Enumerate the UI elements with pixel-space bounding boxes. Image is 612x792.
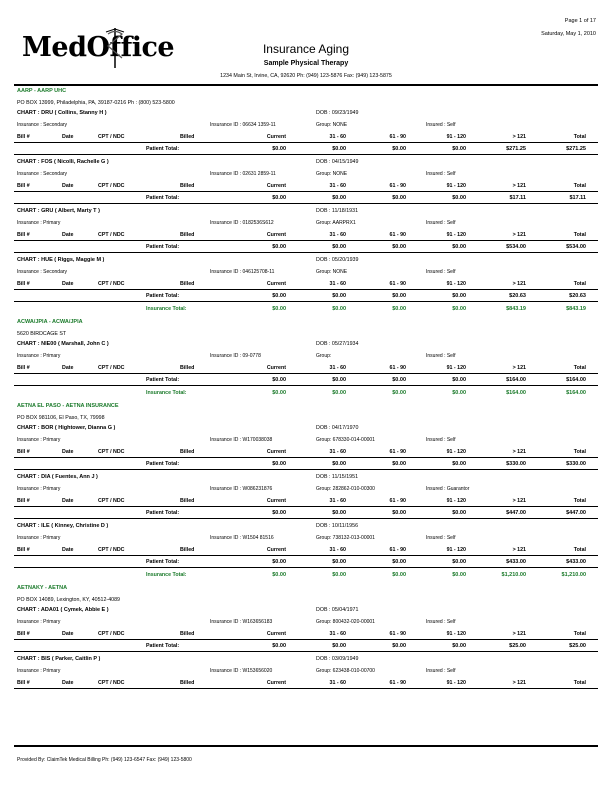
col-b121: > 121 — [512, 281, 526, 287]
col-date: Date — [62, 365, 74, 371]
insurance-total-total: $1,210.00 — [561, 572, 586, 578]
col-current: Current — [266, 449, 286, 455]
insured-relation: Insured : Self — [426, 535, 456, 541]
col-b121: > 121 — [512, 183, 526, 189]
col-b61: 61 - 90 — [389, 547, 406, 553]
patient-total-b121: $271.25 — [506, 146, 526, 152]
insurance-type: Insurance : Primary — [17, 619, 61, 625]
patient-total-label: Patient Total: — [146, 244, 180, 250]
patient-chart: CHART : DRU ( Collins, Stanny H ) — [17, 110, 107, 116]
col-total: Total — [573, 365, 586, 371]
col-billed: Billed — [180, 232, 195, 238]
patient-total-b61: $0.00 — [392, 195, 406, 201]
col-b61: 61 - 90 — [389, 365, 406, 371]
patient-total-current: $0.00 — [272, 377, 286, 383]
col-cpt: CPT / NDC — [98, 449, 125, 455]
col-b91: 91 - 120 — [446, 680, 466, 686]
patient-total-b121: $447.00 — [506, 510, 526, 516]
col-b121: > 121 — [512, 134, 526, 140]
patient-total-b91: $0.00 — [452, 559, 466, 565]
patient-total-rule — [14, 469, 598, 470]
insured-relation: Insured : Guarantor — [426, 486, 470, 492]
insurance-total-b121: $1,210.00 — [501, 572, 526, 578]
group-number: Group: 800432-020-00001 — [316, 619, 375, 625]
patient-total-b31: $0.00 — [332, 146, 346, 152]
col-date: Date — [62, 281, 74, 287]
patient-chart: CHART : GRU ( Albert, Marty T ) — [17, 208, 100, 214]
group-number: Group: 738132-013-00001 — [316, 535, 375, 541]
insured-relation: Insured : Self — [426, 437, 456, 443]
patient-total-label: Patient Total: — [146, 377, 180, 383]
col-bill: Bill # — [17, 232, 30, 238]
patient-total-b91: $0.00 — [452, 377, 466, 383]
header-rule — [14, 84, 598, 86]
col-cpt: CPT / NDC — [98, 631, 125, 637]
patient-total-b31: $0.00 — [332, 461, 346, 467]
patient-total-b31: $0.00 — [332, 195, 346, 201]
column-header-rule — [14, 688, 598, 689]
page-number: Page 1 of 17 — [564, 18, 596, 24]
col-b31: 31 - 60 — [329, 547, 346, 553]
footer-rule — [14, 745, 598, 747]
patient-total-rule — [14, 203, 598, 204]
col-b121: > 121 — [512, 232, 526, 238]
col-cpt: CPT / NDC — [98, 680, 125, 686]
insurance-total-label: Insurance Total: — [146, 572, 187, 578]
patient-total-current: $0.00 — [272, 559, 286, 565]
col-date: Date — [62, 232, 74, 238]
col-bill: Bill # — [17, 281, 30, 287]
patient-total-b91: $0.00 — [452, 195, 466, 201]
patient-total-b121: $433.00 — [506, 559, 526, 565]
practice-name: Sample Physical Therapy — [263, 60, 349, 67]
insurance-id: Insurance ID : W086231876 — [210, 486, 273, 492]
patient-total-rule — [14, 301, 598, 302]
patient-total-current: $0.00 — [272, 146, 286, 152]
patient-total-current: $0.00 — [272, 510, 286, 516]
patient-total-total: $271.25 — [566, 146, 586, 152]
col-b31: 31 - 60 — [329, 631, 346, 637]
patient-total-b61: $0.00 — [392, 461, 406, 467]
insurance-total-current: $0.00 — [272, 572, 286, 578]
patient-total-b31: $0.00 — [332, 377, 346, 383]
patient-dob: DOB : 11/18/1931 — [316, 208, 359, 214]
patient-total-b121: $164.00 — [506, 377, 526, 383]
col-b121: > 121 — [512, 680, 526, 686]
col-b61: 61 - 90 — [389, 631, 406, 637]
insured-relation: Insured : Self — [426, 668, 456, 674]
column-header-rule — [14, 289, 598, 290]
patient-total-b61: $0.00 — [392, 146, 406, 152]
insurance-total-b31: $0.00 — [332, 390, 346, 396]
insurance-total-total: $164.00 — [566, 390, 586, 396]
patient-total-current: $0.00 — [272, 195, 286, 201]
col-b91: 91 - 120 — [446, 631, 466, 637]
patient-total-label: Patient Total: — [146, 643, 180, 649]
patient-total-rule — [14, 518, 598, 519]
col-b61: 61 - 90 — [389, 680, 406, 686]
patient-total-b121: $330.00 — [506, 461, 526, 467]
insurance-id: Insurance ID : 046125708-11 — [210, 269, 275, 275]
col-b31: 31 - 60 — [329, 134, 346, 140]
group-number: Group: 282862-010-00300 — [316, 486, 375, 492]
column-header-rule — [14, 639, 598, 640]
patient-chart: CHART : ADA01 ( Cymek, Abbie E ) — [17, 607, 109, 613]
group-number: Group: NONE — [316, 122, 348, 128]
col-current: Current — [266, 631, 286, 637]
insurance-id: Insurance ID : 0182536S612 — [210, 220, 274, 226]
col-cpt: CPT / NDC — [98, 134, 125, 140]
col-date: Date — [62, 498, 74, 504]
col-cpt: CPT / NDC — [98, 232, 125, 238]
group-number: Group: 678330-014-00001 — [316, 437, 375, 443]
patient-total-total: $534.00 — [566, 244, 586, 250]
column-header-rule — [14, 506, 598, 507]
col-billed: Billed — [180, 281, 195, 287]
col-current: Current — [266, 281, 286, 287]
col-b91: 91 - 120 — [446, 232, 466, 238]
patient-total-rule — [14, 252, 598, 253]
col-b91: 91 - 120 — [446, 281, 466, 287]
patient-total-rule — [14, 385, 598, 386]
insurance-type: Insurance : Primary — [17, 535, 61, 541]
insurance-name: AETNAKY - AETNA — [17, 585, 68, 591]
group-number: Group: AARPRX1 — [316, 220, 356, 226]
patient-total-current: $0.00 — [272, 643, 286, 649]
patient-total-b121: $534.00 — [506, 244, 526, 250]
insurance-id: Insurance ID : W1504 81516 — [210, 535, 274, 541]
patient-total-b91: $0.00 — [452, 146, 466, 152]
col-b31: 31 - 60 — [329, 183, 346, 189]
col-current: Current — [266, 547, 286, 553]
patient-chart: CHART : DIA ( Fuentes, Ann J ) — [17, 474, 98, 480]
insured-relation: Insured : Self — [426, 269, 456, 275]
col-cpt: CPT / NDC — [98, 183, 125, 189]
patient-total-b61: $0.00 — [392, 244, 406, 250]
insurance-type: Insurance : Primary — [17, 486, 61, 492]
patient-total-b91: $0.00 — [452, 461, 466, 467]
patient-total-total: $164.00 — [566, 377, 586, 383]
col-current: Current — [266, 232, 286, 238]
patient-chart: CHART : ILE ( Kinney, Christine D ) — [17, 523, 109, 529]
patient-total-rule — [14, 154, 598, 155]
col-cpt: CPT / NDC — [98, 498, 125, 504]
patient-total-b31: $0.00 — [332, 643, 346, 649]
col-b61: 61 - 90 — [389, 449, 406, 455]
col-b121: > 121 — [512, 449, 526, 455]
insured-relation: Insured : Self — [426, 122, 456, 128]
insurance-total-current: $0.00 — [272, 306, 286, 312]
col-cpt: CPT / NDC — [98, 365, 125, 371]
col-total: Total — [573, 680, 586, 686]
insurance-total-b121: $164.00 — [506, 390, 526, 396]
insured-relation: Insured : Self — [426, 220, 456, 226]
patient-total-current: $0.00 — [272, 293, 286, 299]
insurance-type: Insurance : Secondary — [17, 171, 68, 177]
col-date: Date — [62, 631, 74, 637]
col-cpt: CPT / NDC — [98, 281, 125, 287]
patient-total-b31: $0.00 — [332, 293, 346, 299]
patient-total-b61: $0.00 — [392, 293, 406, 299]
col-b61: 61 - 90 — [389, 281, 406, 287]
col-bill: Bill # — [17, 547, 30, 553]
insurance-id: Insurance ID : W163656183 — [210, 619, 273, 625]
column-header-rule — [14, 191, 598, 192]
col-b31: 31 - 60 — [329, 281, 346, 287]
col-current: Current — [266, 365, 286, 371]
patient-total-label: Patient Total: — [146, 461, 180, 467]
insurance-total-b31: $0.00 — [332, 306, 346, 312]
col-total: Total — [573, 547, 586, 553]
col-billed: Billed — [180, 134, 195, 140]
patient-dob: DOB : 09/23/1949 — [316, 110, 359, 116]
col-bill: Bill # — [17, 680, 30, 686]
patient-total-label: Patient Total: — [146, 146, 180, 152]
insurance-type: Insurance : Primary — [17, 220, 61, 226]
col-bill: Bill # — [17, 498, 30, 504]
patient-total-b91: $0.00 — [452, 244, 466, 250]
patient-total-b31: $0.00 — [332, 244, 346, 250]
patient-dob: DOB : 05/27/1934 — [316, 341, 359, 347]
column-header-rule — [14, 142, 598, 143]
col-bill: Bill # — [17, 134, 30, 140]
col-date: Date — [62, 134, 74, 140]
insurance-total-b91: $0.00 — [452, 306, 466, 312]
insurance-total-b31: $0.00 — [332, 572, 346, 578]
patient-total-b121: $25.00 — [509, 643, 526, 649]
insurance-type: Insurance : Primary — [17, 437, 61, 443]
insurance-type: Insurance : Secondary — [17, 269, 68, 275]
col-bill: Bill # — [17, 631, 30, 637]
patient-total-label: Patient Total: — [146, 293, 180, 299]
patient-dob: DOB : 05/04/1971 — [316, 607, 359, 613]
insurance-name: AARP - AARP UHC — [17, 88, 67, 94]
logo-wordmark: MedOffice — [22, 32, 175, 63]
col-b31: 31 - 60 — [329, 232, 346, 238]
col-b91: 91 - 120 — [446, 183, 466, 189]
col-b61: 61 - 90 — [389, 134, 406, 140]
col-b31: 31 - 60 — [329, 365, 346, 371]
col-bill: Bill # — [17, 183, 30, 189]
insurance-address: PO BOX 13999, Philadelphia, PA, 39187-0216 Ph : (800) 523-5800 — [17, 100, 175, 106]
col-billed: Billed — [180, 631, 195, 637]
patient-total-b61: $0.00 — [392, 559, 406, 565]
col-current: Current — [266, 498, 286, 504]
report-date: Saturday, May 1, 2010 — [541, 31, 596, 37]
insurance-name: AETNA EL PASO - AETNA INSURANCE — [17, 403, 119, 409]
insurance-id: Insurance ID : 06634 1359-11 — [210, 122, 276, 128]
insurance-id: Insurance ID : 02631 2859-11 — [210, 171, 276, 177]
col-b91: 91 - 120 — [446, 365, 466, 371]
col-cpt: CPT / NDC — [98, 547, 125, 553]
report-title: Insurance Aging — [262, 42, 350, 56]
practice-address: 1234 Main St, Irvine, CA, 92620 Ph: (949) 123-5876 Fax: (949) 123-5875 — [220, 73, 392, 79]
col-current: Current — [266, 183, 286, 189]
group-number: Group: NONE — [316, 171, 348, 177]
patient-total-b31: $0.00 — [332, 559, 346, 565]
col-date: Date — [62, 183, 74, 189]
patient-total-total: $25.00 — [569, 643, 586, 649]
insurance-type: Insurance : Secondary — [17, 122, 68, 128]
patient-total-label: Patient Total: — [146, 195, 180, 201]
patient-total-b61: $0.00 — [392, 510, 406, 516]
insurance-type: Insurance : Primary — [17, 668, 61, 674]
col-b121: > 121 — [512, 631, 526, 637]
col-b31: 31 - 60 — [329, 498, 346, 504]
col-b91: 91 - 120 — [446, 547, 466, 553]
patient-chart: CHART : BOR ( Hightower, Dianna G ) — [17, 425, 116, 431]
col-bill: Bill # — [17, 365, 30, 371]
patient-dob: DOB : 04/15/1949 — [316, 159, 359, 165]
insurance-total-label: Insurance Total: — [146, 306, 187, 312]
insurance-id: Insurance ID : 09-0778 — [210, 353, 261, 359]
patient-chart: CHART : FOS ( Nicolli, Rachelle G ) — [17, 159, 109, 165]
col-total: Total — [573, 449, 586, 455]
insurance-address: 5620 BIRDCAGE ST — [17, 331, 67, 337]
patient-total-rule — [14, 567, 598, 568]
insurance-total-b61: $0.00 — [392, 572, 406, 578]
patient-total-b91: $0.00 — [452, 643, 466, 649]
insurance-total-total: $843.19 — [566, 306, 586, 312]
patient-chart: CHART : HUE ( Riggs, Maggie M ) — [17, 257, 105, 263]
col-total: Total — [573, 281, 586, 287]
col-total: Total — [573, 631, 586, 637]
insured-relation: Insured : Self — [426, 171, 456, 177]
col-b91: 91 - 120 — [446, 498, 466, 504]
patient-total-b91: $0.00 — [452, 510, 466, 516]
column-header-rule — [14, 240, 598, 241]
insurance-total-b91: $0.00 — [452, 390, 466, 396]
insured-relation: Insured : Self — [426, 353, 456, 359]
patient-total-rule — [14, 651, 598, 652]
patient-total-current: $0.00 — [272, 461, 286, 467]
insured-relation: Insured : Self — [426, 619, 456, 625]
patient-total-label: Patient Total: — [146, 559, 180, 565]
group-number: Group: NONE — [316, 269, 348, 275]
insurance-total-b91: $0.00 — [452, 572, 466, 578]
col-billed: Billed — [180, 498, 195, 504]
col-current: Current — [266, 680, 286, 686]
patient-dob: DOB : 10/11/1956 — [316, 523, 359, 529]
patient-dob: DOB : 03/09/1949 — [316, 656, 359, 662]
patient-total-total: $17.11 — [569, 195, 586, 201]
col-b91: 91 - 120 — [446, 449, 466, 455]
col-total: Total — [573, 498, 586, 504]
patient-total-b61: $0.00 — [392, 377, 406, 383]
col-b121: > 121 — [512, 547, 526, 553]
patient-total-b91: $0.00 — [452, 293, 466, 299]
insurance-name: ACWA/JPIA - ACWA/JPIA — [17, 319, 83, 325]
footer-provider: Provided By: ClaimTek Medical Billing Ph: (949) 123-6547 Fax: (949) 123-5800 — [17, 757, 192, 763]
col-date: Date — [62, 680, 74, 686]
insurance-id: Insurance ID : W153656020 — [210, 668, 273, 674]
patient-total-b121: $17.11 — [509, 195, 526, 201]
insurance-id: Insurance ID : W170038038 — [210, 437, 273, 443]
column-header-rule — [14, 555, 598, 556]
col-b31: 31 - 60 — [329, 680, 346, 686]
patient-total-total: $447.00 — [566, 510, 586, 516]
col-billed: Billed — [180, 547, 195, 553]
patient-total-b121: $20.63 — [509, 293, 526, 299]
group-number: Group: 623438-010-00700 — [316, 668, 375, 674]
insurance-total-b61: $0.00 — [392, 390, 406, 396]
col-total: Total — [573, 232, 586, 238]
insurance-total-label: Insurance Total: — [146, 390, 187, 396]
patient-chart: CHART : NIE00 ( Marshall, John C ) — [17, 341, 109, 347]
col-b121: > 121 — [512, 365, 526, 371]
col-billed: Billed — [180, 449, 195, 455]
col-b61: 61 - 90 — [389, 498, 406, 504]
col-b91: 91 - 120 — [446, 134, 466, 140]
patient-total-b31: $0.00 — [332, 510, 346, 516]
col-total: Total — [573, 134, 586, 140]
column-header-rule — [14, 457, 598, 458]
patient-total-b61: $0.00 — [392, 643, 406, 649]
col-b121: > 121 — [512, 498, 526, 504]
col-date: Date — [62, 547, 74, 553]
patient-total-current: $0.00 — [272, 244, 286, 250]
patient-chart: CHART : BIS ( Parker, Caitlin P ) — [17, 656, 101, 662]
col-billed: Billed — [180, 680, 195, 686]
patient-total-total: $433.00 — [566, 559, 586, 565]
insurance-address: PO BOX 981106, El Paso, TX, 79998 — [17, 415, 105, 421]
patient-total-total: $20.63 — [569, 293, 586, 299]
col-billed: Billed — [180, 365, 195, 371]
insurance-type: Insurance : Primary — [17, 353, 61, 359]
col-date: Date — [62, 449, 74, 455]
col-billed: Billed — [180, 183, 195, 189]
patient-dob: DOB : 05/20/1939 — [316, 257, 359, 263]
col-current: Current — [266, 134, 286, 140]
insurance-total-current: $0.00 — [272, 390, 286, 396]
patient-total-total: $330.00 — [566, 461, 586, 467]
group-number: Group: — [316, 353, 332, 359]
patient-dob: DOB : 04/17/1970 — [316, 425, 359, 431]
patient-total-label: Patient Total: — [146, 510, 180, 516]
col-b61: 61 - 90 — [389, 232, 406, 238]
col-b31: 31 - 60 — [329, 449, 346, 455]
insurance-total-b61: $0.00 — [392, 306, 406, 312]
column-header-rule — [14, 373, 598, 374]
insurance-address: PO BOX 14089, Lexington, KY, 40512-4089 — [17, 597, 120, 603]
col-total: Total — [573, 183, 586, 189]
insurance-total-b121: $843.19 — [506, 306, 526, 312]
col-b61: 61 - 90 — [389, 183, 406, 189]
col-bill: Bill # — [17, 449, 30, 455]
patient-dob: DOB : 11/15/1951 — [316, 474, 359, 480]
